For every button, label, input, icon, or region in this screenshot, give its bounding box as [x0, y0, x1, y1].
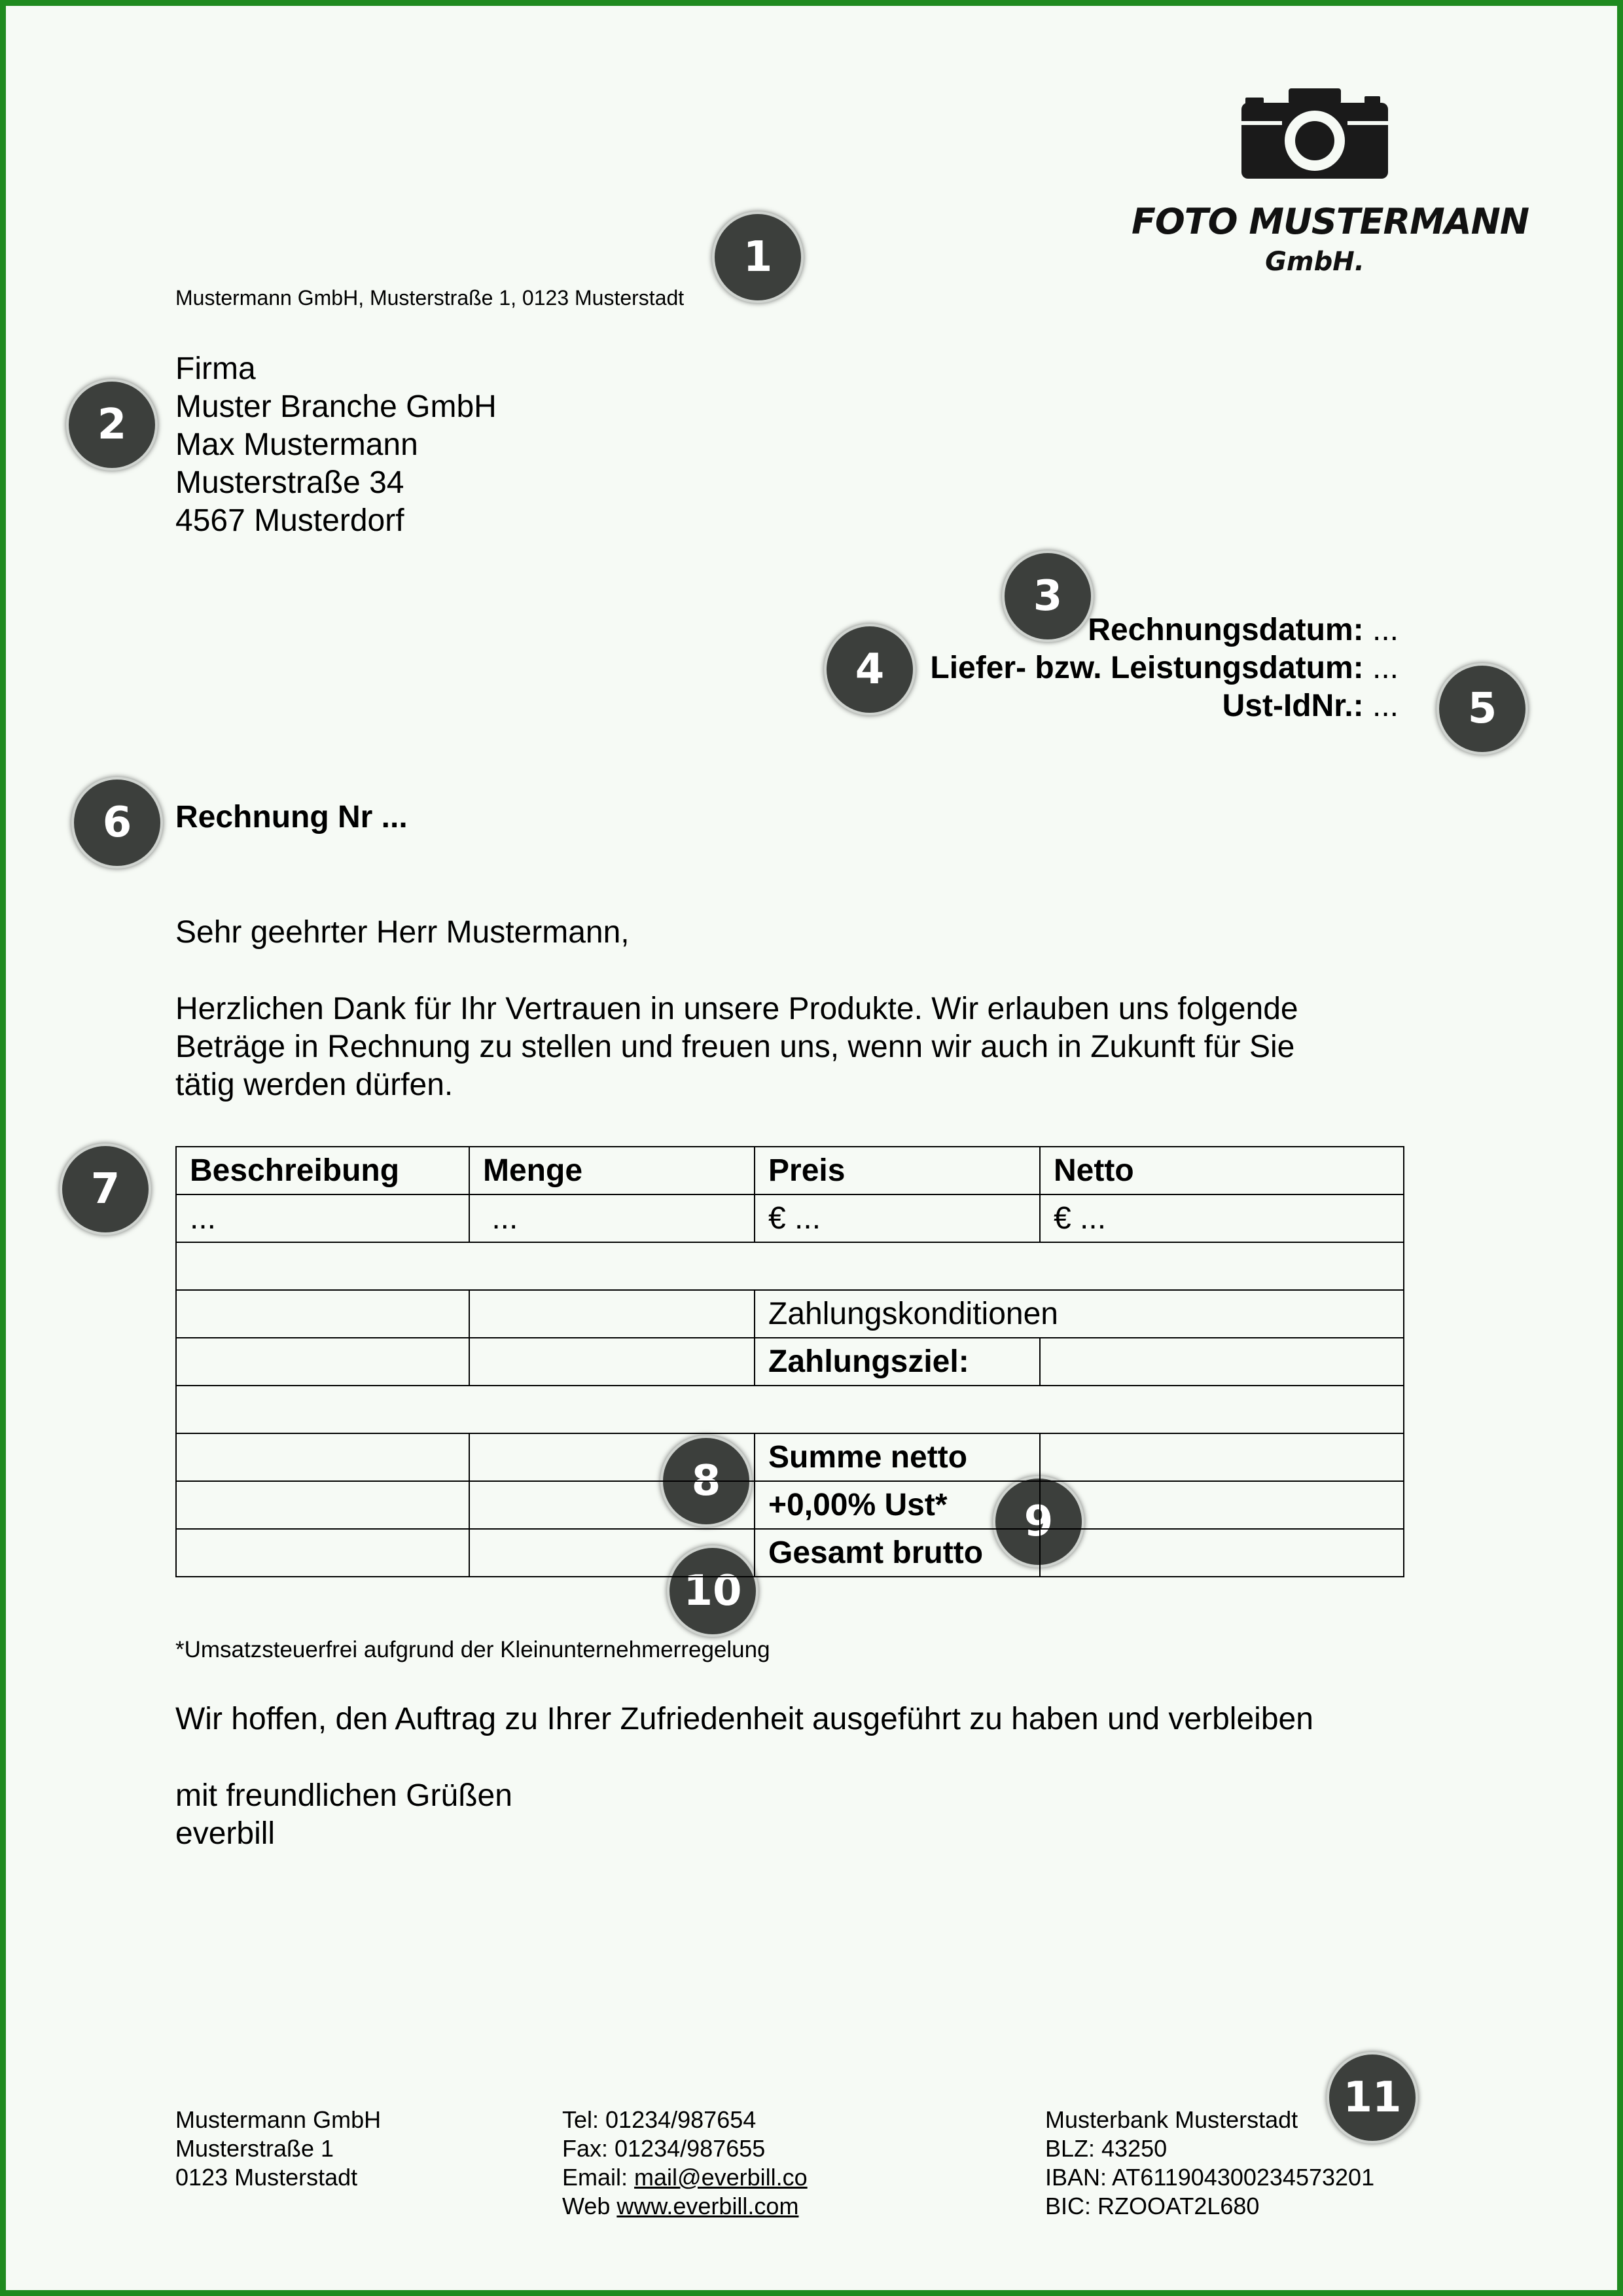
intro-line: tätig werden dürfen.: [175, 1067, 454, 1102]
empty-cell: [176, 1433, 469, 1481]
closing-sentence: Wir hoffen, den Auftrag zu Ihrer Zufriedenheit ausgeführt zu haben und verbleiben: [175, 1702, 1313, 1736]
camera-icon: [1236, 84, 1393, 183]
empty-cell: [469, 1529, 755, 1577]
invoice-date-row: [930, 611, 1399, 649]
empty-cell: [176, 1290, 469, 1338]
header-price: Preis: [755, 1147, 1040, 1194]
invoice-meta: [930, 611, 1399, 725]
footer-bank: [1045, 2106, 1374, 2221]
sum-net-value: [1040, 1433, 1404, 1481]
callout-badge-1: 1: [712, 211, 804, 303]
website-link[interactable]: www.everbill.com: [616, 2193, 799, 2219]
empty-cell: [176, 1242, 1404, 1290]
email-label: Email:: [562, 2164, 635, 2191]
header-quantity: Menge: [469, 1147, 755, 1194]
recipient-line: Max Mustermann: [175, 427, 418, 462]
vat-id-row: [930, 687, 1399, 725]
footer-fax: Fax: 01234/987655: [562, 2135, 766, 2162]
recipient-line: 4567 Musterdorf: [175, 503, 404, 538]
recipient-line: Firma: [175, 351, 256, 386]
delivery-date-label: Liefer- bzw. Leistungsdatum:: [930, 651, 1364, 685]
callout-badge-7: 7: [60, 1143, 151, 1235]
empty-cell: [176, 1338, 469, 1386]
sum-net-label: Summe netto: [755, 1433, 1040, 1481]
footer-line: IBAN: AT611904300234573201: [1045, 2164, 1375, 2191]
delivery-date-row: [930, 649, 1399, 687]
empty-cell: [176, 1481, 469, 1529]
sum-net-row: [176, 1433, 1404, 1481]
greeting-line: mit freundlichen Grüßen: [175, 1778, 512, 1813]
item-net: € ...: [1040, 1194, 1404, 1242]
table-spacer-row: [176, 1386, 1404, 1433]
invoice-title: Rechnung Nr ...: [175, 800, 408, 834]
table-spacer-row: [176, 1242, 1404, 1290]
intro-line: Beträge in Rechnung zu stellen und freuen uns, wenn wir auch in Zukunft für Sie: [175, 1030, 1295, 1064]
vat-footnote: *Umsatzsteuerfrei aufgrund der Kleinunternehmerregelung: [175, 1637, 770, 1662]
callout-badge-11: 11: [1327, 2052, 1418, 2144]
empty-cell: [469, 1290, 755, 1338]
payment-due-value: [1040, 1338, 1404, 1386]
total-gross-label: Gesamt brutto: [755, 1529, 1040, 1577]
item-price: € ...: [755, 1194, 1040, 1242]
table-row: [176, 1194, 1404, 1242]
footer-line: Mustermann GmbH: [175, 2106, 382, 2133]
empty-cell: [469, 1433, 755, 1481]
item-description: ...: [176, 1194, 469, 1242]
header-description: Beschreibung: [176, 1147, 469, 1194]
invoice-table: [175, 1146, 1404, 1577]
callout-badge-5: 5: [1436, 663, 1528, 755]
vat-id-label: Ust-IdNr.:: [1222, 689, 1364, 723]
vat-row: [176, 1481, 1404, 1529]
payment-due-label: Zahlungsziel:: [755, 1338, 1040, 1386]
callout-badge-10: 10: [667, 1545, 758, 1637]
greeting: [175, 1777, 512, 1853]
invoice-date-value: ...: [1372, 613, 1399, 647]
callout-badge-3: 3: [1002, 550, 1094, 642]
total-gross-value: [1040, 1529, 1404, 1577]
web-label: Web: [562, 2193, 617, 2219]
footer-contact: [562, 2106, 808, 2221]
header-net: Netto: [1040, 1147, 1404, 1194]
logo-subtitle: GmbH.: [1265, 247, 1364, 277]
payment-terms-row: [176, 1290, 1404, 1338]
signature-name: everbill: [175, 1816, 276, 1851]
vat-value: [1040, 1481, 1404, 1529]
footer-line: BIC: RZOOAT2L680: [1045, 2193, 1260, 2219]
payment-due-row: [176, 1338, 1404, 1386]
intro-paragraph: [175, 990, 1419, 1104]
footer-line: BLZ: 43250: [1045, 2135, 1168, 2162]
footer-company: [175, 2106, 381, 2192]
email-link[interactable]: mail@everbill.co: [634, 2164, 808, 2191]
vat-id-value: ...: [1372, 689, 1399, 723]
payment-terms-label: Zahlungskonditionen: [755, 1290, 1404, 1338]
recipient-address: [175, 350, 497, 540]
callout-badge-6: 6: [71, 777, 163, 869]
empty-cell: [176, 1529, 469, 1577]
footer-web-row: [562, 2192, 808, 2221]
callout-badge-8: 8: [660, 1435, 752, 1527]
delivery-date-value: ...: [1372, 651, 1399, 685]
footer-email-row: [562, 2163, 808, 2192]
vat-label: +0,00% Ust*: [755, 1481, 1040, 1529]
footer-line: 0123 Musterstadt: [175, 2164, 358, 2191]
callout-badge-4: 4: [824, 624, 916, 715]
empty-cell: [469, 1338, 755, 1386]
footer-tel: Tel: 01234/987654: [562, 2106, 757, 2133]
footer-line: Musterbank Musterstadt: [1045, 2106, 1298, 2133]
company-logo: [1132, 84, 1529, 281]
logo-name: FOTO MUSTERMANN: [1132, 201, 1529, 242]
callout-badge-9: 9: [993, 1476, 1084, 1568]
salutation: Sehr geehrter Herr Mustermann,: [175, 915, 630, 950]
total-gross-row: [176, 1529, 1404, 1577]
footer-line: Musterstraße 1: [175, 2135, 334, 2162]
invoice-date-label: Rechnungsdatum:: [1088, 613, 1364, 647]
table-header-row: [176, 1147, 1404, 1194]
intro-line: Herzlichen Dank für Ihr Vertrauen in unsere Produkte. Wir erlauben uns folgende: [175, 992, 1298, 1026]
empty-cell: [469, 1481, 755, 1529]
sender-address-line: Mustermann GmbH, Musterstraße 1, 0123 Musterstadt: [175, 286, 685, 310]
recipient-line: Muster Branche GmbH: [175, 389, 497, 424]
item-quantity: ...: [469, 1194, 755, 1242]
callout-badge-2: 2: [66, 379, 158, 471]
empty-cell: [176, 1386, 1404, 1433]
recipient-line: Musterstraße 34: [175, 465, 404, 500]
